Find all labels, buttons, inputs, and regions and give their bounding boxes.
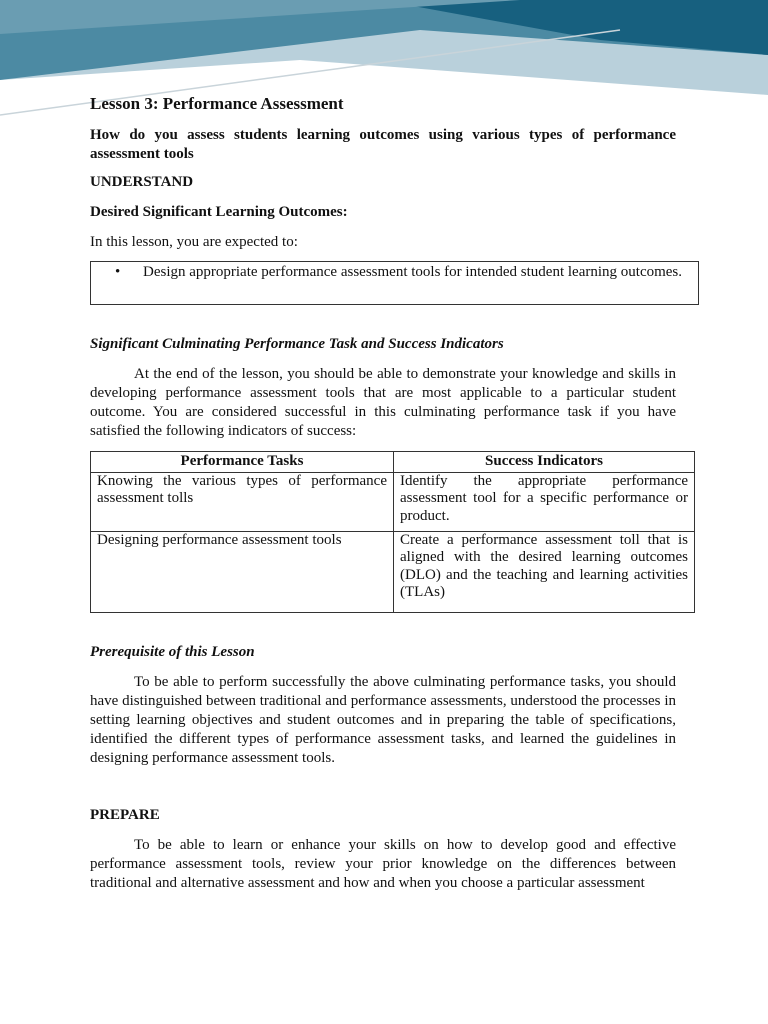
lesson-title: Lesson 3: Performance Assessment	[90, 94, 344, 113]
outcomes-heading: Desired Significant Learning Outcomes:	[90, 204, 348, 220]
bullet-icon: •	[115, 264, 121, 280]
outcome-item: Design appropriate performance assessment tools for intended student learning outcomes.	[143, 264, 683, 280]
header-performance-tasks: Performance Tasks	[91, 452, 394, 473]
prerequisite-paragraph: To be able to perform successfully the above culminating performance tasks, you should have distinguished between traditional and performance assessments, understood the processes in setting learning objectives and student outcomes and in preparing the table of specifications, identified the different types of performance assessment tasks, and learned the guidelines in designing performance assessment tools.	[90, 673, 676, 766]
document-body	[90, 94, 688, 903]
outcomes-box	[90, 261, 699, 305]
table-cell: Knowing the various types of performance assessment tolls	[91, 472, 394, 531]
prerequisite-heading: Prerequisite of this Lesson	[90, 643, 255, 660]
guiding-question: How do you assess students learning outcomes using various types of performance assessment tools	[90, 127, 676, 162]
culminating-paragraph: At the end of the lesson, you should be able to demonstrate your knowledge and skills in developing performance assessment tools that are most applicable to a particular student outcome. You are considered successful in this culminating performance task if you have satisfied the following indicators of success:	[90, 366, 676, 439]
indicators-table	[90, 451, 695, 613]
expectation-intro: In this lesson, you are expected to:	[90, 234, 298, 250]
understand-heading: UNDERSTAND	[90, 174, 194, 190]
table-cell: Designing performance assessment tools	[91, 531, 394, 612]
prepare-paragraph: To be able to learn or enhance your skills on how to develop good and effective performance assessment tools, review your prior knowledge on the differences between traditional and alternative assessment and how and when you choose a particular assessment	[90, 836, 676, 891]
table-row	[91, 472, 695, 531]
table-header-row	[91, 452, 695, 473]
header-success-indicators: Success Indicators	[394, 452, 695, 473]
table-cell: Identify the appropriate performance assessment tool for a specific performance or product.	[394, 472, 695, 531]
culminating-heading: Significant Culminating Performance Task and Success Indicators	[90, 336, 504, 352]
prepare-heading: PREPARE	[90, 806, 160, 823]
table-row	[91, 531, 695, 612]
table-cell: Create a performance assessment toll that is aligned with the desired learning outcomes (DLO) and the teaching and learning activities (TLAs)	[394, 531, 695, 612]
